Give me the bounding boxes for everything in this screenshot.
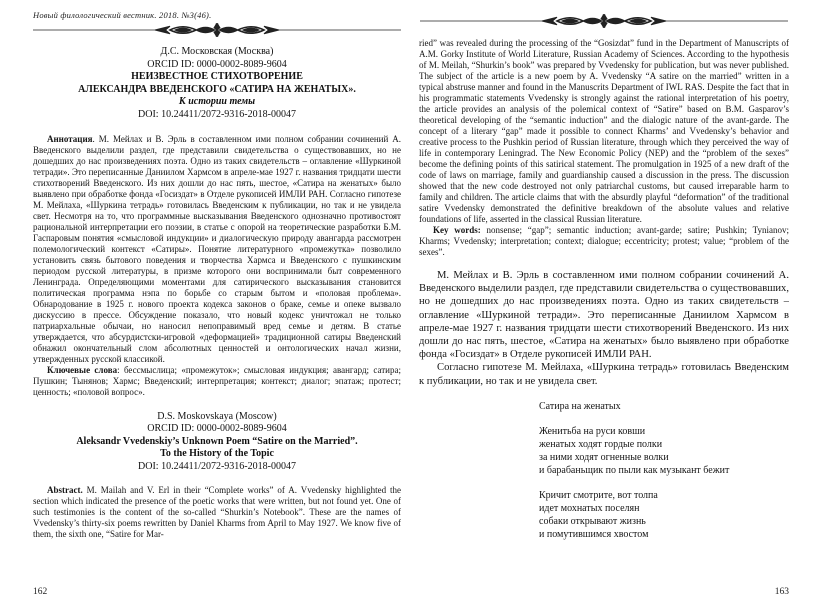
page-162 — [33, 8, 401, 601]
page-number-162: 162 — [33, 587, 48, 597]
keywords-paragraph-en — [419, 225, 789, 258]
article-heading-ru — [33, 46, 401, 122]
poem-line: Женитьба на руси ковши — [539, 425, 646, 437]
body-paragraph-1: М. Мейлах и В. Эрль в составленном ими полном собрании сочинений А. Введенского выделили раздел, где представили свидетельства о существовавших, но не дошедших до нас произведениях поэта. Одно из таких свидетельств – оглавление «Шуркиной тетради». Это переписанные Даниилом Хармсом в апреле-мае 1927 г. названия тридцати шести стихотворений Введенского. Из них дошли до нас пять, шестое, «Сатира на женатых» было выявлено при обработке фонда «Госиздат» в Отделе рукописей ИМЛИ РАН. — [419, 270, 789, 361]
keywords-paragraph-ru — [33, 365, 401, 398]
doi-en: DOI: 10.24411/2072-9316-2018-00047 — [138, 460, 296, 472]
page-number-163: 163 — [774, 587, 789, 597]
body-paragraph-2: Согласно гипотезе М. Мейлаха, «Шуркина тетрадь» готовилась Введенским к публикации, но так и не увидела свет. — [419, 362, 789, 387]
poem-title: Сатира на женатых — [539, 400, 621, 412]
keywords-text-en: nonsense; “gap”; semantic induction; avant-garde; satire; Pushkin; Tynianov; Kharms; Vvedensky; interpretation; context; dialogue; eccentricity; protest; value; “problem of the sexes”. — [419, 225, 789, 257]
orcid-en: ORCID ID: 0000-0002-8089-9604 — [147, 423, 287, 435]
poem-stanza-2 — [539, 489, 789, 541]
poem-line: идет мохнатых поселян — [539, 502, 640, 514]
abstract-text: M. Mailah and V. Erl in their “Complete works” of A. Vvedensky highlighted the section which indicated the presence of the poetic works that were written, but not found yet. One of such testimonies is the content of the so-called “Shurkin’s Notebook”. These are the names of Vvedensky’s thirty-six poems rewritten by Daniel Kharms from April to May 1927. We know five of them, the sixth one, “Satire for Mar- — [33, 484, 401, 539]
poem-line: за ними ходят огненные волки — [539, 451, 669, 463]
ornament-divider-icon — [419, 14, 789, 28]
poem-line: и помутившимся хвостом — [539, 528, 649, 540]
doi-ru: DOI: 10.24411/2072-9316-2018-00047 — [138, 108, 296, 120]
article-subtitle-ru: К истории темы — [178, 96, 256, 108]
abstract-paragraph — [33, 485, 401, 540]
article-title-en-line2: To the History of the Topic — [160, 448, 274, 460]
poem-stanza-1 — [539, 425, 789, 477]
abstract-continuation: ried” was revealed during the processing of the “Gosizdat” fund in the Department of Manuscripts of A.M. Gorky Institute of World Literature, Russian Academy of Sciences. According to the hypothesis of M. Meilah, “Shurkin’s book” was prepared by Vvedensky for publication, but was never published. The subject of the article is a new poem by A. Vvedensky “A satire on the married” written in a typical abstruse manner and found in the Manuscrits Department of IWL RAS. Despite the fact that in his programmatic statements Vvedensky is strongly against the rational interpretation of his poetry, the article provides an analysis of the polemical context of “Satire” based on B.M. Gasparov’s theoretical developing of the “semantic induction” and the dialogic nature of the avant-garde. The concept of a literary “gap” made it possible to connect Kharms’ and Vvedensky’s behavior and creative process to the Pushkin period of Russian literature, through which they perceived the way of life in contemporary Leningrad. The New Economic Policy (NEP) and the “problem of the sexes” become the defining points of this satirical statement. The promulgation in 1925 of a new draft of the code of laws on marriage, family and guardianship caused a discussion in the press. The discussion showed that the new code destroyed not only patriarchal customs, but caused irreparable harm to family and children. The article claims that with the absurdly playful “deformation” of the traditional satire Vvedensky demonstrated the definitive breakdown of the absolute values and relative foundations of life, asserted in the classical Russian literature. — [419, 38, 789, 224]
ornament-divider-icon — [33, 23, 401, 37]
article-heading-en — [33, 411, 401, 474]
abstract-label: Abstract. — [47, 484, 83, 495]
keywords-text-ru: : бессмыслица; «промежуток»; смысловая индукция; авангард; сатира; Пушкин; Тынянов; Хармс; Введенский; интерпретация; контекст; диалог; эпатаж; протест; ценность; «половой вопрос». — [33, 364, 401, 397]
author-name-en: D.S. Moskovskaya (Moscow) — [157, 410, 277, 422]
annotation-label: Аннотация — [47, 133, 93, 144]
annotation-paragraph — [33, 134, 401, 365]
author-name-ru: Д.С. Московская (Москва) — [160, 46, 274, 57]
keywords-label-en: Key words: — [433, 225, 481, 235]
poem-block — [539, 400, 789, 541]
article-title-en-line1: Aleksandr Vvedenskiy’s Unknown Poem “Satire on the Married”. — [76, 435, 358, 447]
poem-line: и барабаньщик по пыли как музыкант бежит — [539, 464, 730, 476]
annotation-text: . М. Мейлах и В. Эрль в составленном ими полном собрании сочинений А. Введенского выделили раздел, где представили свидетельства о существовавших, но не дошедших до нас произведениях поэта. Одно из таких свидетельств – оглавление «Шуркиной тетради». Это переписанные Даниилом Хармсом в апреле-мае 1927 г. названия тридцати шести стихотворений Введенского. Из них дошли до нас пять, шестое, «Сатира на женатых» было выявлено при обработке фонда «Госиздат» в Отделе рукописей ИМЛИ РАН. Согласно гипотезе М. Мейлаха, «Шуркина тетрадь» готовилась Введенским к публикации, но так и не увидела свет. Несмотря на то, что программные высказывания Введенского однозначно противостоят рациональной интерпретации его поэзии, в статье с опорой на теоретические разработки Б.М. Гаспаровым понятия «смысловой индукции» и диалогическую природу авангарда рассмотрен полемологический контекст «Сатиры». Понятие литературного «промежутка» позволило установить связь бытового поведения и творчества Хармса и Введенского с пушкинским периодом русской литературы, в призме которого они воспринимали быт современного Ленинграда. Определяющими моментами для сатирического высказывания становится политическая программа нэпа по борьбе со старым бытом и «половая проблема». Обнародование в 1925 г. нового проекта кодекса законов о браке, семье и опеке вызвало дискуссию в прессе. Обсуждение показало, что новый кодекс уничтожал не только патриархальные обычаи, но наносил непоправимый вред семье и детям. В статье утверждается, что абсурдистски-игровой «деформацией» традиционной сатиры Введенский обнажил окончательный слом абсолютных ценностей и онтологических начал жизни, утвержденных русской классикой. — [33, 133, 401, 364]
page-163 — [419, 8, 789, 601]
poem-line: Кричит смотрите, вот толпа — [539, 489, 658, 501]
running-head: Новый филологический вестник. 2018. №3(46). — [33, 10, 212, 20]
orcid-ru: ORCID ID: 0000-0002-8089-9604 — [147, 58, 287, 70]
article-title-ru-line2: АЛЕКСАНДРА ВВЕДЕНСКОГО «САТИРА НА ЖЕНАТЫХ». — [78, 83, 356, 95]
poem-line: женатых ходят гордые полки — [539, 438, 663, 450]
article-title-ru-line1: НЕИЗВЕСТНОЕ СТИХОТВОРЕНИЕ — [131, 71, 303, 83]
keywords-label-ru: Ключевые слова — [47, 364, 118, 375]
poem-line: собаки открывают жизнь — [539, 515, 646, 527]
